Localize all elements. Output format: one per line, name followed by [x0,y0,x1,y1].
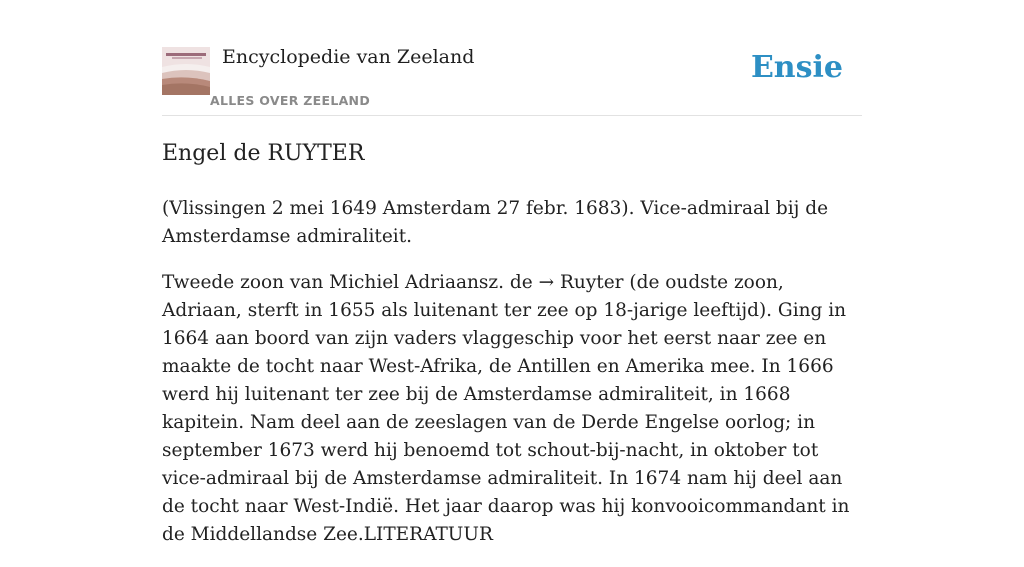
body-text-end: (de oudste zoon, Adriaan, sterft in 1655 als luitenant ter zee op 18-jarige leeftijd). Ging in 1664 aan boord van zijn vaders vlaggeschip voor het eerst naar zee en maakte de tocht naar West-Afrika, de Antillen en Amerika mee. In 1666 werd hij luitenant ter zee bij de Amsterdamse admiraliteit, in 1668 kapitein. Nam deel aan de zeeslagen van de Derde Engelse oorlog; in september 1673 werd hij benoemd tot schout-bij-nacht, in oktober tot vice-admiraal bij de Amsterdamse admiraliteit. In 1674 nam hij deel aan de tocht naar West-Indië. Het jaar daarop was hij konvooicommandant in de Middellandse Zee.LITERATUUR [162,272,850,545]
site-title[interactable]: Encyclopedie van Zeeland [222,46,475,68]
body-paragraph [162,269,864,549]
site-subtitle: ALLES OVER ZEELAND [210,93,370,108]
ruyter-link[interactable] [539,272,624,293]
encyclopedia-avatar[interactable] [162,47,210,95]
book-image-icon [162,47,210,95]
header-divider [162,115,862,116]
ensie-logo[interactable]: Ensie [750,50,843,85]
entry-title: Engel de RUYTER [162,141,365,166]
arrow-icon: → [538,272,555,293]
article [162,138,864,567]
ruyter-link-text: Ruyter [554,272,624,293]
intro-paragraph: (Vlissingen 2 mei 1649 Amsterdam 27 febr. 1683). Vice-admiraal bij de Amsterdamse admiraliteit. [162,198,829,247]
body-text-start: Tweede zoon van Michiel Adriaansz. de [162,272,539,293]
